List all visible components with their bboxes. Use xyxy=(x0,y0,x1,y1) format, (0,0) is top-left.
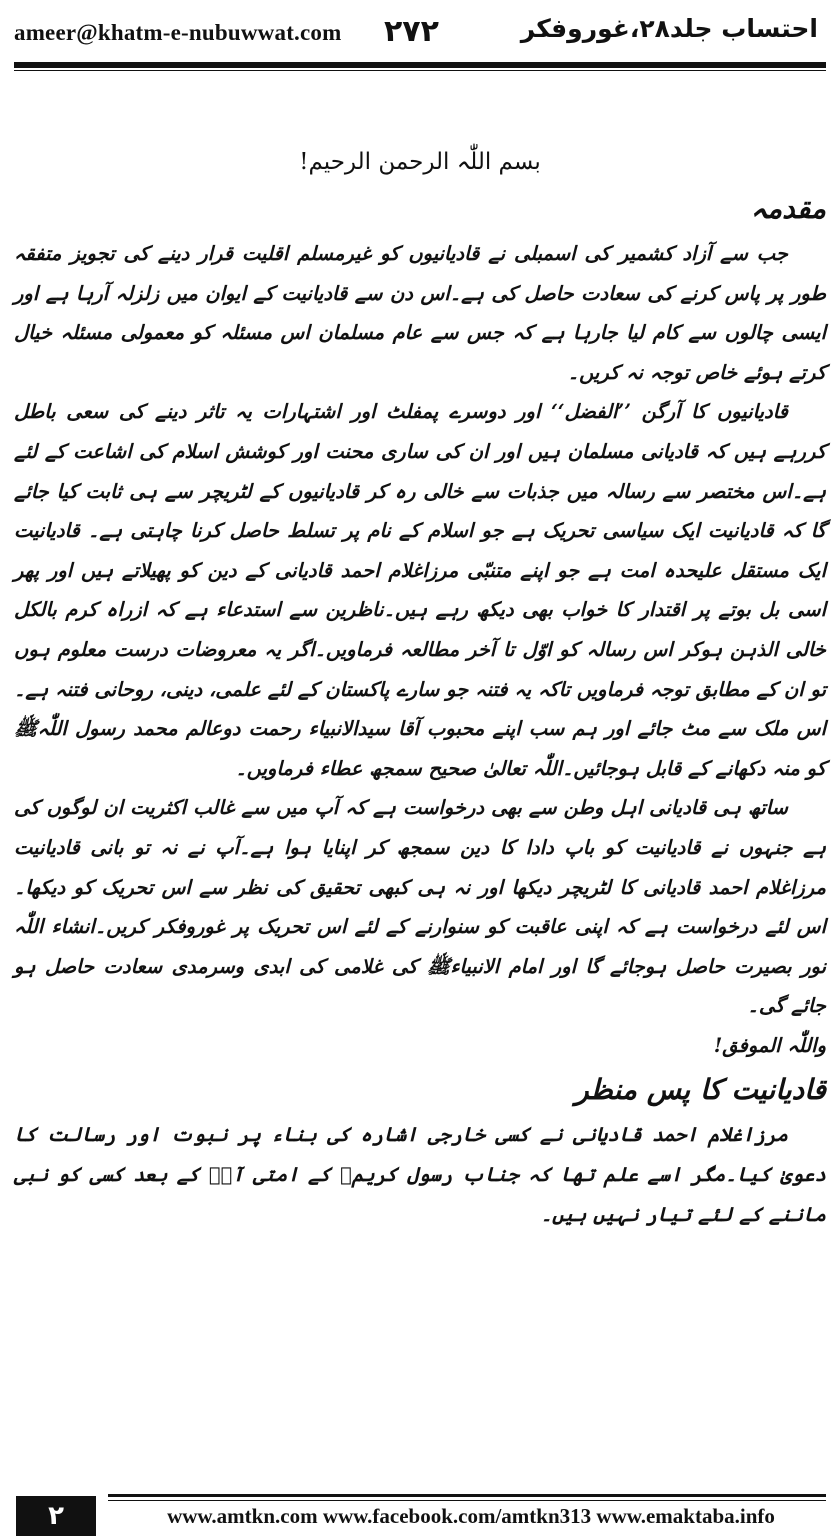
closing-line: واللّٰہ الموفق! xyxy=(713,1033,826,1057)
paragraph: قادیانیوں کا آرگن ’’الفضل‘‘ اور دوسرے پمفلٹ اور اشتہارات یہ تاثر دینے کی سعی باطل کررہے ہیں کہ قادیانی مسلمان ہیں اور ان کی ساری محنت اور کوشش اسلام کی اشاعت کے لئے ہے۔اس مختصر سے رسالہ میں جذبات سے خالی رہ کر قادیانیوں کے لٹریچر سے ہی ثابت کیا جائے گا کہ قادیانیت ایک سیاسی تحریک ہے جو اسلام کے نام پر تسلط حاصل کرنا چاہتی ہے۔ قادیانیت ایک مستقل علیحدہ امت ہے جو اپنے متنبّی مرزاغلام احمد قادیانی کے دین کو پھیلاتے ہیں اور پھر اسی بل بوتے پر اقتدار کا خواب بھی دیکھ رہے ہیں۔ناظرین سے استدعاء ہے کہ ازراہ کرم بالکل خالی الذہن ہوکر اس رسالہ کو اوّل تا آخر مطالعہ فرماویں۔اگر یہ معروضات درست معلوم ہوں تو ان کے مطابق توجہ فرماویں تاکہ یہ فتنہ جو سارے پاکستان کے لئے علمی، دینی، روحانی فتنہ ہے۔اس ملک سے مٹ جائے اور ہم سب اپنے محبوب آقا سیدالانبیاء رحمت دوعالم محمد رسول اللّٰہﷺ کو منہ دکھانے کے قابل ہوجائیں۔اللّٰہ تعالیٰ صحیح سمجھ عطاء فرماویں۔ xyxy=(14,400,826,780)
page-header xyxy=(0,0,840,70)
footer-rule-thick xyxy=(108,1494,826,1497)
section-heading-introduction: مقدمہ xyxy=(750,192,826,225)
bismillah: بسم اللّٰہ الرحمن الرحیم! xyxy=(299,149,541,175)
header-title: احتساب جلد۲۸،غوروفکر xyxy=(520,14,818,43)
section-heading-background: قادیانیت کا پس منظر xyxy=(575,1073,826,1107)
footer-rule-thin xyxy=(108,1500,826,1501)
header-email[interactable]: ameer@khatm-e-nubuwwat.com xyxy=(14,20,342,45)
header-rule-thin xyxy=(14,70,826,71)
paragraph: مرزاغلام احمد قادیانی نے کسی خارجی اشارہ کی بناء پر نبوت اور رسالت کا دعویٰ کیا۔مگر اسے علم تھا کہ جناب رسول کریمﷺ کے امتی آپؐ کے بعد کسی کو نبی ماننے کے لئے تیار نہیں ہیں۔ xyxy=(14,1123,826,1226)
footer-page-number: ۲ xyxy=(16,1496,96,1536)
page-footer xyxy=(0,1490,840,1540)
header-rule-thick xyxy=(14,62,826,68)
paragraph: جب سے آزاد کشمیر کی اسمبلی نے قادیانیوں کو غیرمسلم اقلیت قرار دینے کی تجویز متفقہ طور پر پاس کرنے کی سعادت حاصل کی ہے۔اس دن سے قادیانیت کے ایوان میں زلزلہ آرہا ہے اور ایسی چالوں سے کام لیا جارہا ہے کہ جس سے عام مسلمان اس مسئلہ کو معمولی مسئلہ خیال کرتے ہوئے خاص توجہ نہ کریں۔ xyxy=(14,242,826,384)
header-page-number: ۲۷۲ xyxy=(384,14,439,49)
page-body xyxy=(14,140,826,1234)
paragraph: ساتھ ہی قادیانی اہل وطن سے بھی درخواست ہے کہ آپ میں سے غالب اکثریت ان لوگوں کی ہے جنہوں نے قادیانیت کو باپ دادا کا دین سمجھ کر اپنایا ہوا ہے۔آپ نے نہ تو بانی قادیانیت مرزاغلام احمد قادیانی کا لٹریچر دیکھا اور نہ ہی کبھی تحقیق کی نظر سے اس تحریک کو دیکھا۔ اس لئے درخواست ہے کہ اپنی عاقبت کو سنوارنے کے لئے اس تحریک پر غوروفکر کریں۔انشاء اللّٰہ نور بصیرت حاصل ہوجائے گا اور امام الانبیاءﷺ کی غلامی کی ابدی وسرمدی سعادت حاصل ہو جائے گی۔ xyxy=(14,796,826,1018)
footer-links[interactable]: www.amtkn.com www.facebook.com/amtkn313 www.emaktaba.info xyxy=(167,1504,775,1528)
